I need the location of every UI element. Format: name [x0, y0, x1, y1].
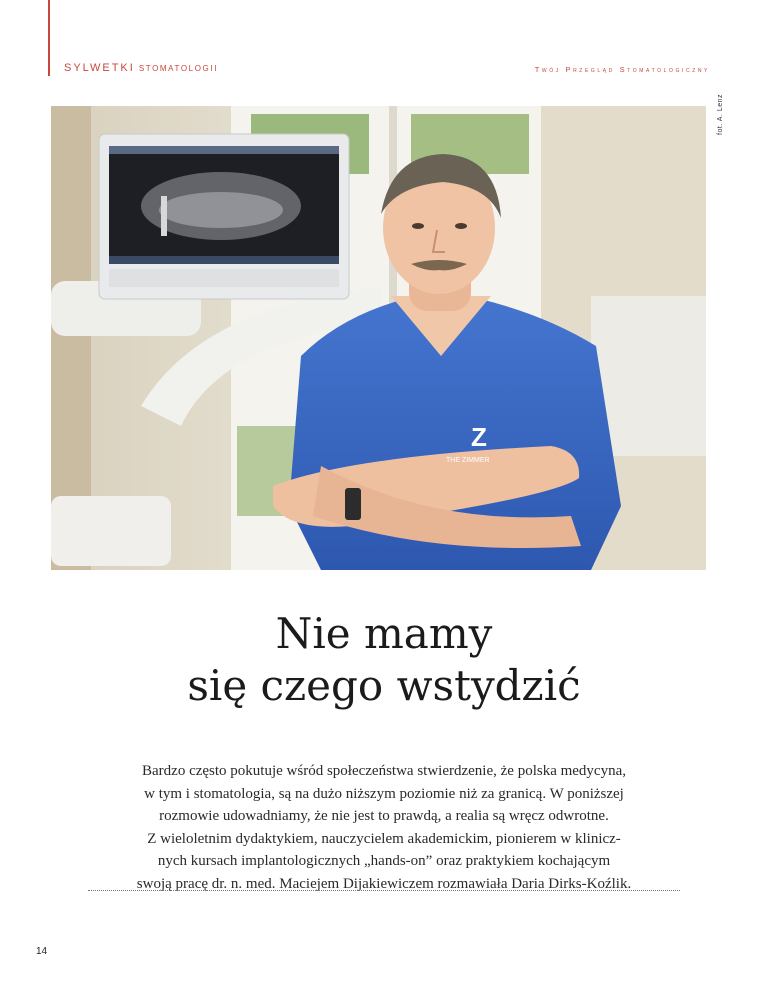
page-number: 14 — [36, 946, 48, 957]
magazine-title — [535, 65, 710, 74]
magazine-title-text: Twój Przegląd Stomatologiczny — [534, 65, 710, 74]
article-title-line-2: się czego wstydzić — [187, 661, 581, 710]
portrait-illustration — [51, 106, 706, 570]
margin-rule — [48, 0, 50, 76]
photo-credit: fot. A. Lenz — [717, 93, 724, 135]
article-title — [0, 608, 768, 712]
lead-line-4: Z wieloletnim dydaktykiem, nauczycielem akademickim, pionierem w klinicz- — [147, 830, 621, 847]
shirt-text: THE ZIMMER — [446, 457, 490, 464]
xray-monitor — [99, 134, 349, 299]
article-title-line-1: Nie mamy — [275, 609, 493, 658]
lead-line-2: w tym i stomatologia, są na dużo niższym poziomie niż za granicą. W poniższej — [144, 785, 624, 802]
lead-line-1: Bardzo często pokutuje wśród społeczeństwa stwierdzenie, że polska medycyna, — [142, 763, 626, 779]
dotted-divider — [88, 890, 680, 891]
section-main: SYLWETKI — [64, 62, 135, 74]
lead-line-3: rozmowie udowadniamy, że nie jest to prawdą, a realia są wręcz odwrotne. — [159, 808, 609, 825]
lead-line-5: nych kursach implantologicznych „hands-on” oraz praktykiem kochającym — [157, 853, 611, 870]
shirt-logo: Z — [471, 422, 487, 452]
dental-chair-tray — [51, 496, 171, 566]
article-lead — [88, 760, 680, 896]
portrait-photo — [51, 106, 706, 570]
section-sub: STOMATOLOGII — [138, 64, 219, 73]
lead-line-6: swoją pracę dr. n. med. Maciejem Dijakiewiczem rozmawiała Daria Dirks-Koźlik. — [136, 875, 632, 892]
section-label — [64, 62, 218, 74]
